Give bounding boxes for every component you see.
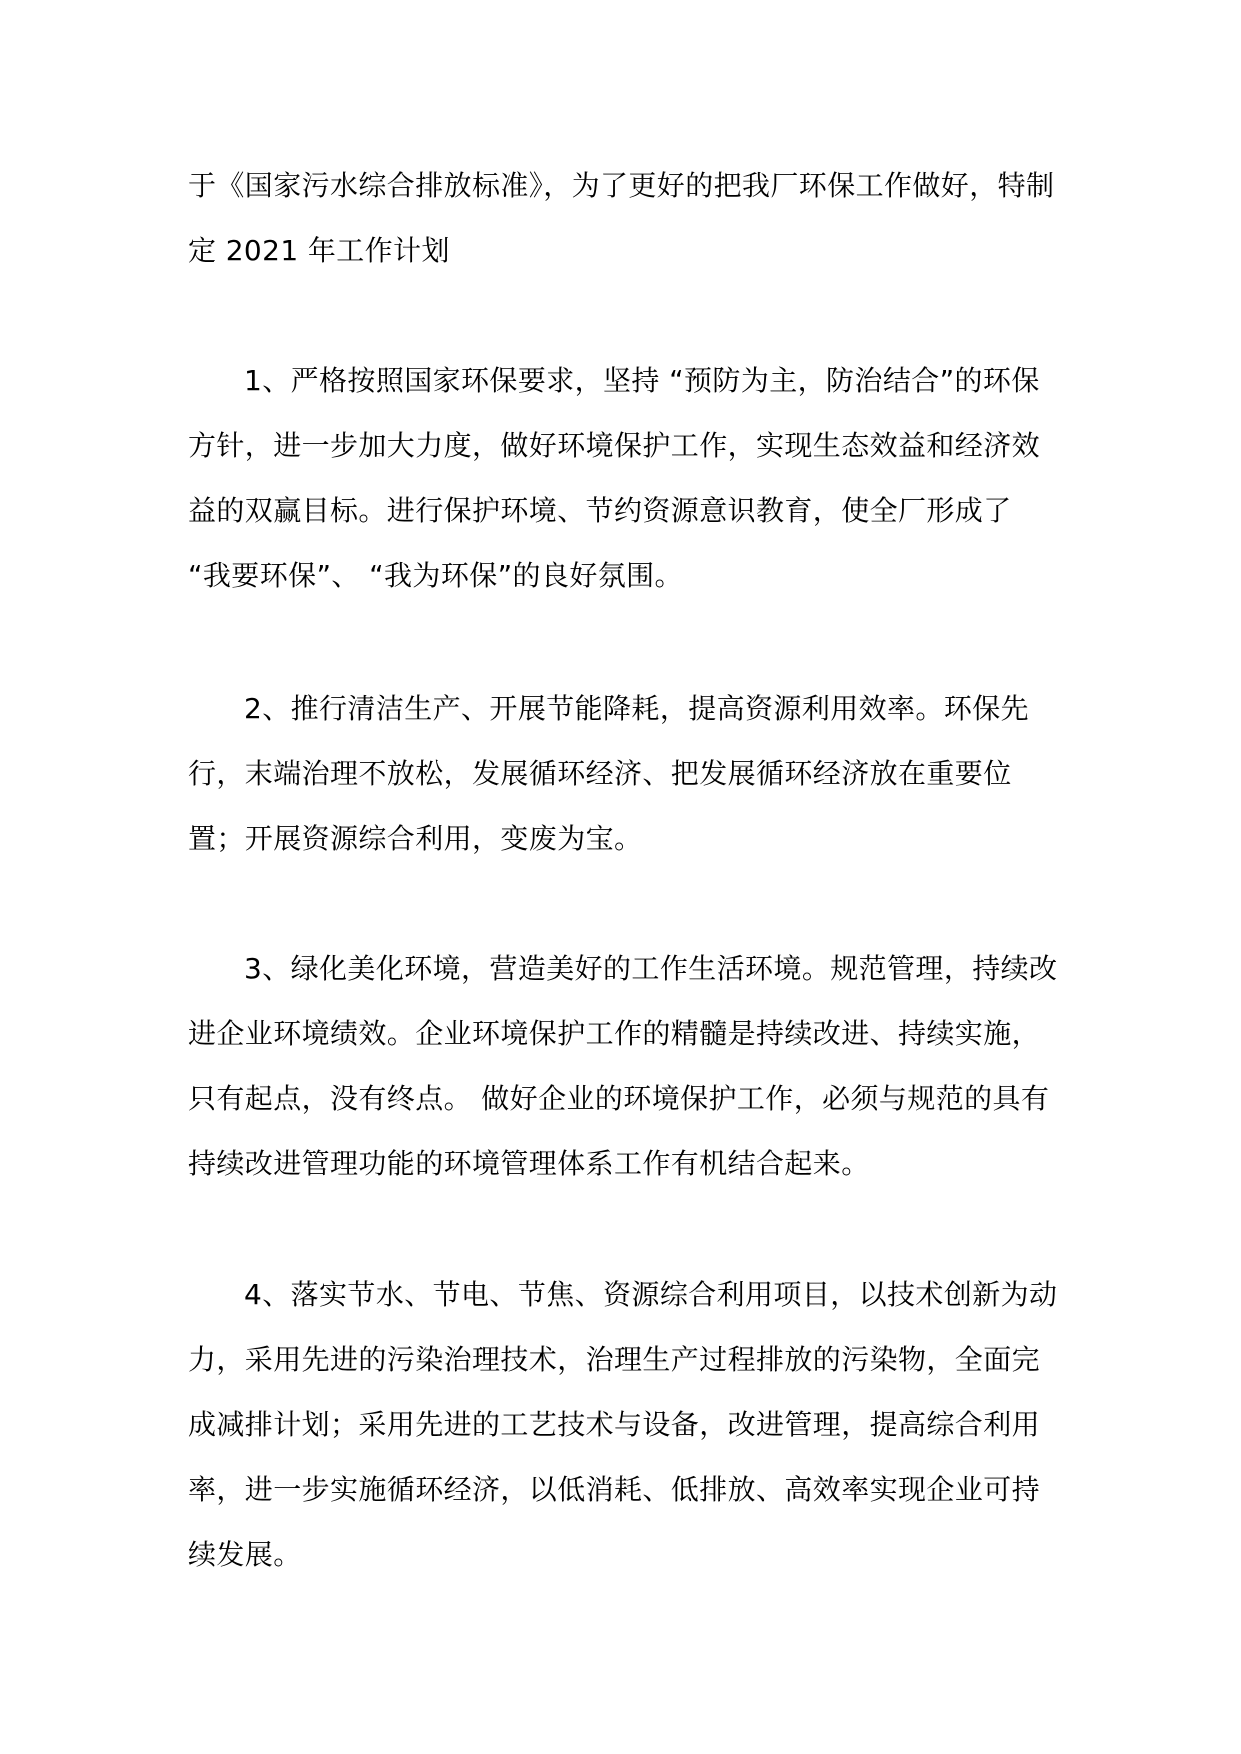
paragraph-item-3: 3、绿化美化环境，营造美好的工作生活环境。规范管理，持续改进企业环境绩效。企业环境保护工作的精髓是持续改进、持续实施，只有起点，没有终点。 做好企业的环境保护工作，必须与规范的具有持续改进管理功能的环境管理体系工作有机结合起来。 bbox=[188, 952, 1058, 1180]
paragraph-item-1: 1、严格按照国家环保要求，坚持 “预防为主，防治结合”的环保方针，进一步加大力度，做好环境保护工作，实现生态效益和经济效益的双赢目标。进行保护环境、节约资源意识教育，使全厂形成了 “我要环保”、 “我为环保”的良好氛围。 bbox=[188, 364, 1041, 592]
paragraph-item-4: 4、落实节水、节电、节焦、资源综合利用项目，以技术创新为动力，采用先进的污染治理技术，治理生产过程排放的污染物，全面完成减排计划；采用先进的工艺技术与设备，改进管理，提高综合利用率，进一步实施循环经济，以低消耗、低排放、高效率实现企业可持续发展。 bbox=[188, 1278, 1058, 1571]
paragraph-intro: 于《国家污水综合排放标准》，为了更好的把我厂环保工作做好，特制定 2021 年工作计划 bbox=[188, 169, 1055, 267]
paragraph-item-2: 2、推行清洁生产、开展节能降耗，提高资源利用效率。环保先行，末端治理不放松，发展循环经济、把发展循环经济放在重要位置；开展资源综合利用，变废为宝。 bbox=[188, 692, 1030, 855]
